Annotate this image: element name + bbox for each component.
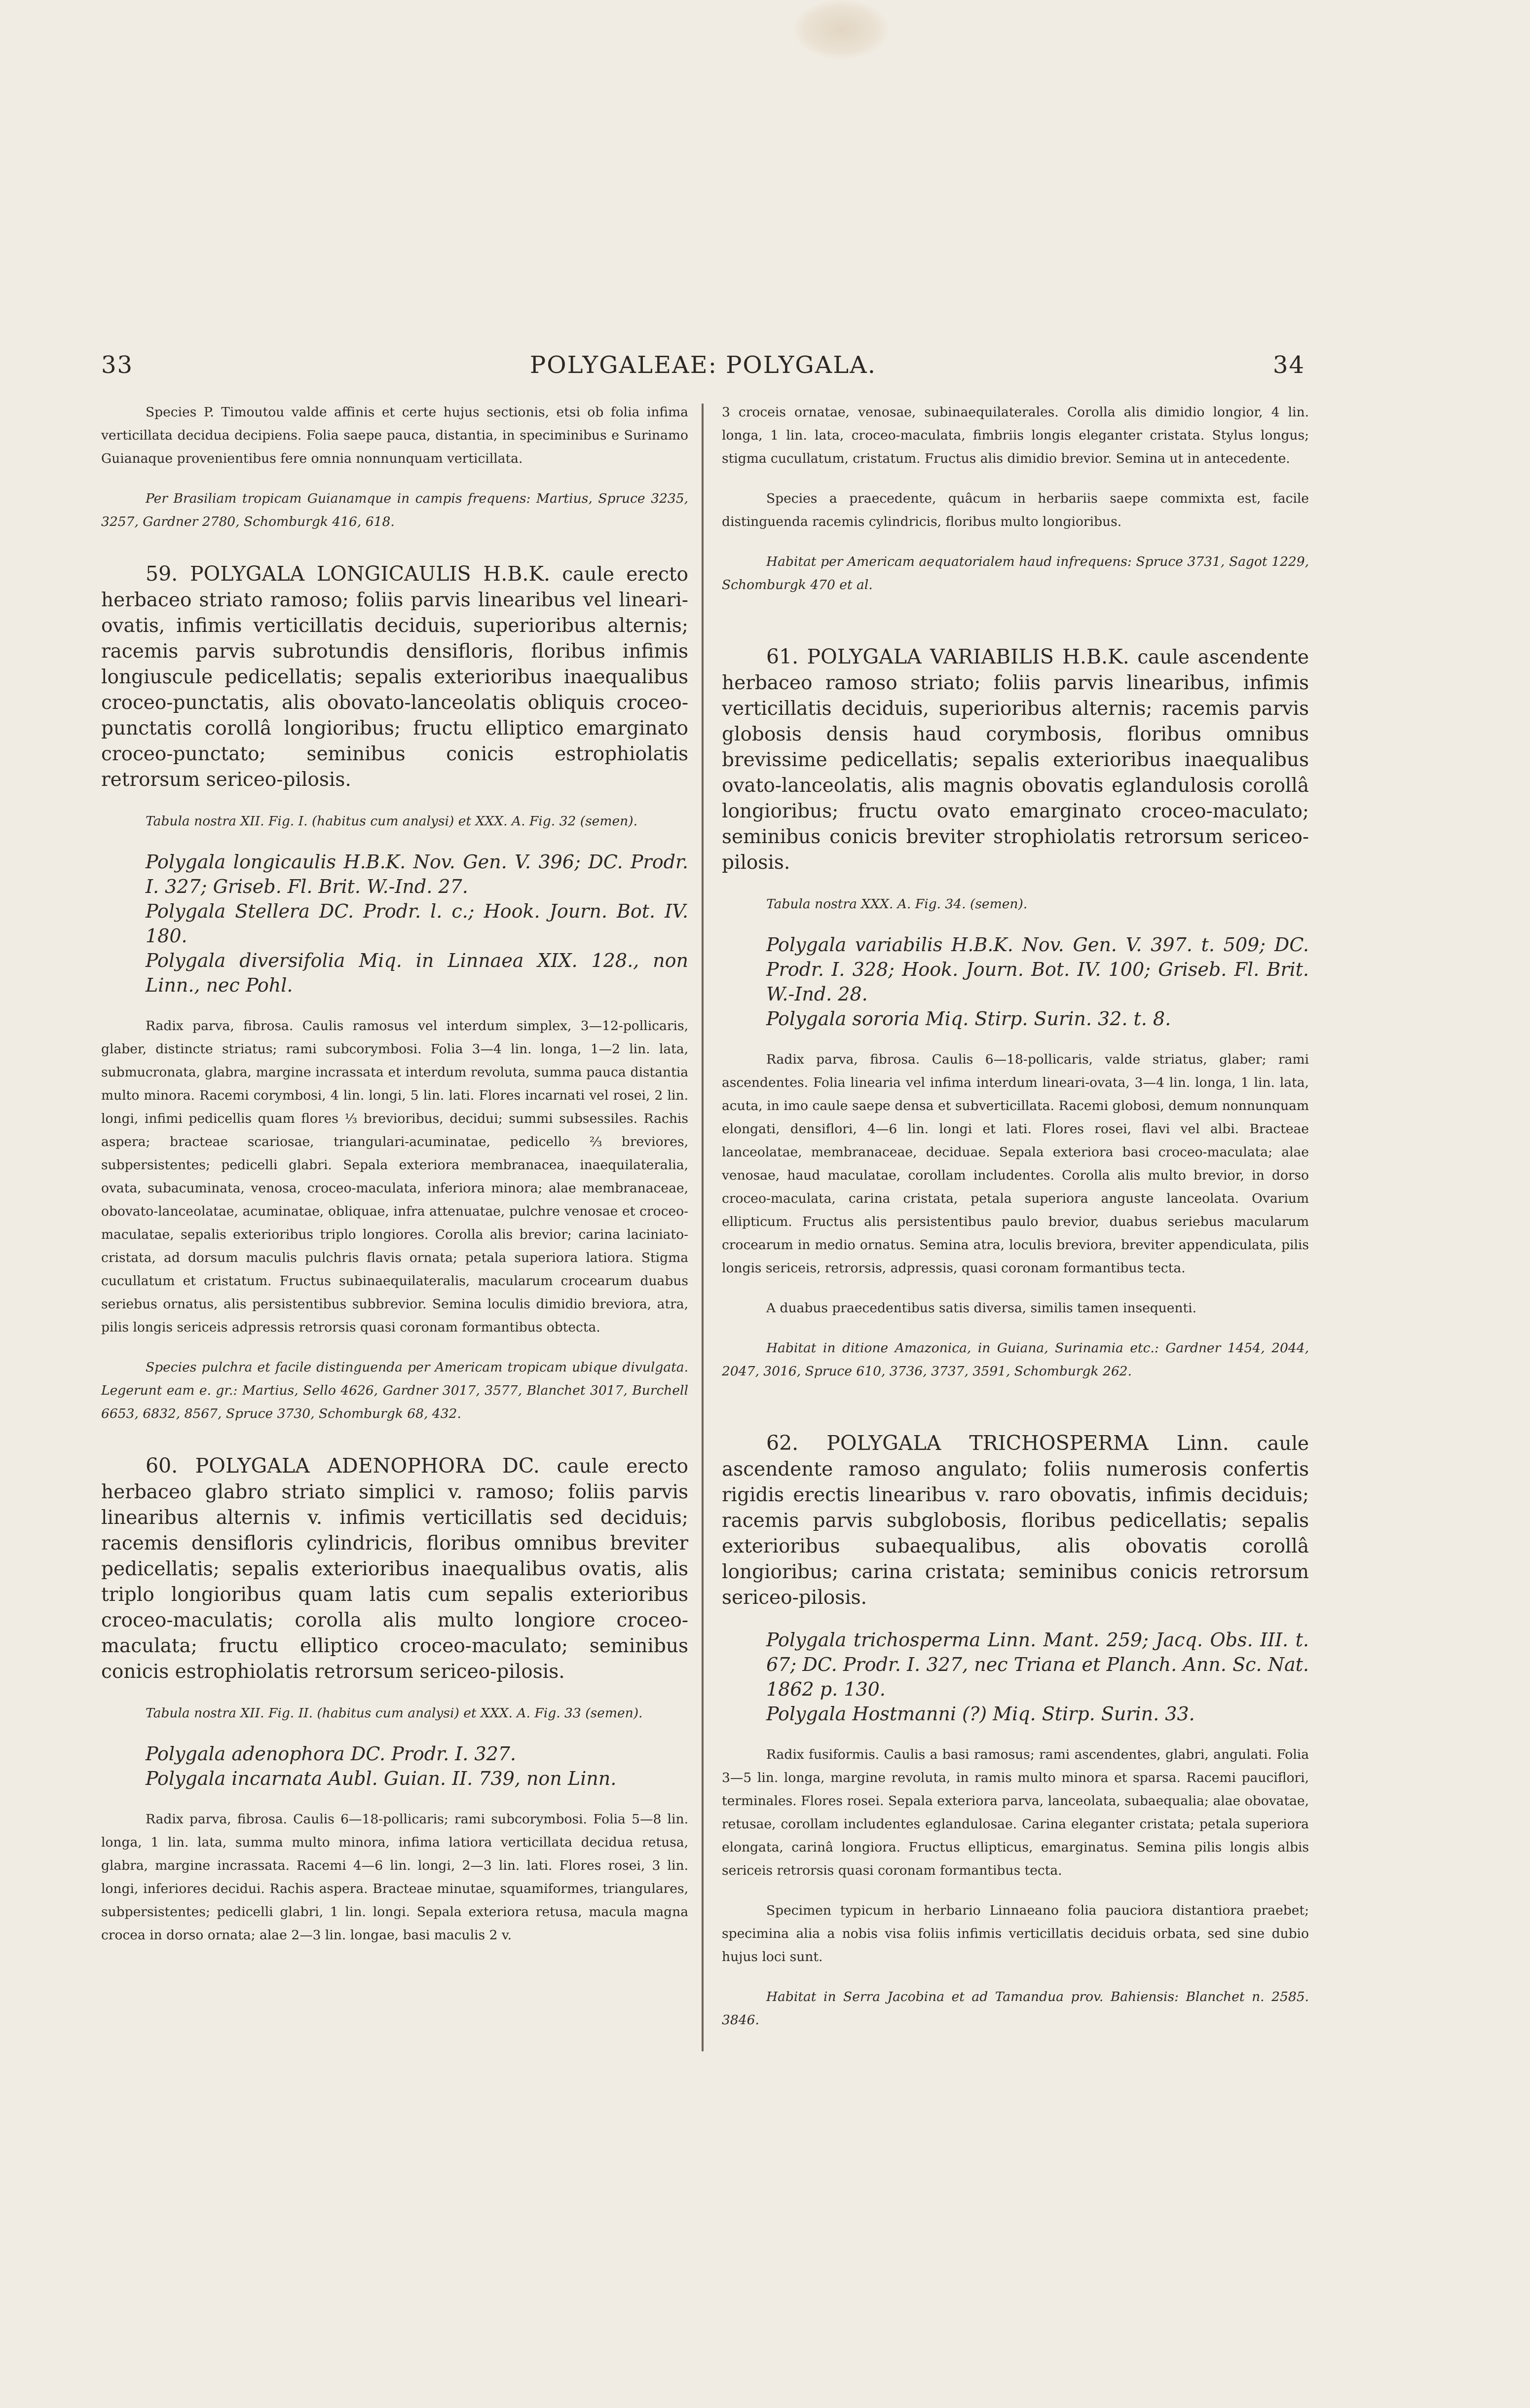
species-61-description: caule ascendente herbaceo ramoso striato; foliis parvis linearibus, infimis verticillatis deciduis, superioribus alternis; racemis parvis globosis densis haud corymbosis, floribus omnibus brevissime pedicellatis; sepalis exterioribus inaequalibus ovato-lanceolatis, alis magnis obovatis eglandulosis corollâ longioribus; fructu ovato emarginato croceo-maculato; seminibus conicis breviter strophiolatis retrorsum sericeo-pilosis. bbox=[722, 646, 1309, 874]
species-59-synonym: Polygala diversifolia Miq. in Linnaea XIX. 128., non Linn., nec Pohl. bbox=[146, 950, 688, 996]
species-60-entry bbox=[101, 1452, 688, 1685]
species-61-synonym: Polygala variabilis H.B.K. Nov. Gen. V. 397. t. 509; DC. Prodr. I. 328; Hook. Journ. Bot. IV. 100; Griseb. Fl. Brit. W.-Ind. 28. bbox=[766, 934, 1309, 1005]
species-61-title: 61. POLYGALA VARIABILIS H.B.K. bbox=[766, 645, 1129, 668]
species-62-description: caule ascendente ramoso angulato; foliis numerosis confertis rigidis erectis linearibus v. raro obovatis, infimis deciduis; racemis parvis subglobosis, floribus pedicellatis; sepalis exterioribus subaequalibus, alis obovatis corollâ longioribus; carina cristata; seminibus conicis retrorsum sericeo-pilosis. bbox=[722, 1433, 1309, 1609]
page-number-left: 33 bbox=[101, 351, 134, 379]
species-61-entry bbox=[722, 643, 1309, 876]
species-59-tabula: Tabula nostra XII. Fig. I. (habitus cum analysi) et XXX. A. Fig. 32 (semen). bbox=[146, 814, 637, 829]
species-59-synonym: Polygala longicaulis H.B.K. Nov. Gen. V. 396; DC. Prodr. I. 327; Griseb. Fl. Brit. W.-Ind. 27. bbox=[146, 851, 688, 897]
species-59-note: Species pulchra et facile distinguenda per Americam tropicam ubique divulgata. Legerunt eam e. gr.: Martius, Sello 4626, Gardner 3017, 3577, Blanchet 3017, Burchell 6653, 6832, 8567, Spruce 3730, Schomburgk 68, 432. bbox=[101, 1360, 688, 1421]
species-62-note: Specimen typicum in herbario Linnaeano folia pauciora distantiora praebet; specimina alia a nobis visa foliis infimis verticillatis deciduis orbata, sed sine dubio hujus loci sunt. bbox=[722, 1903, 1309, 1964]
species-60-synonym: Polygala adenophora DC. Prodr. I. 327. bbox=[146, 1743, 517, 1765]
left-column bbox=[101, 401, 688, 1947]
species-62-habitat: Habitat in Serra Jacobina et ad Tamandua prov. Bahiensis: Blanchet n. 2585. 3846. bbox=[722, 1989, 1309, 2028]
species-61-tabula: Tabula nostra XXX. A. Fig. 34. (semen). bbox=[766, 896, 1028, 912]
species-59-description: caule erecto herbaceo striato ramoso; foliis parvis linearibus vel lineari-ovatis, infimis verticillatis deciduis, superioribus alternis; racemis parvis subrotundis densifloris, floribus infimis longiuscule pedicellatis; sepalis exterioribus inaequalibus croceo-punctatis, alis obovato-lanceolatis obliquis croceo-punctatis corollâ longioribus; fructu elliptico emarginato croceo-punctato; seminibus conicis estrophiolatis retrorsum sericeo-pilosis. bbox=[101, 563, 688, 791]
page-number-right: 34 bbox=[1272, 351, 1305, 379]
species-62-detail: Radix fusiformis. Caulis a basi ramosus; rami ascendentes, glabri, angulati. Folia 3—5 lin. longa, margine revoluta, in ramis multo minora et sparsa. Racemi pauciflori, terminales. Flores rosei. Sepala exteriora parva, lanceolata, subaequalia; alae obovatae, retusae, corollam includentes eglandulosae. Carina eleganter cristata; petala superiora elongata, carinâ longiora. Fructus ellipticus, emarginatus. Semina pilis longis albis sericeis retrorsis quasi coronam formantibus tecta. bbox=[722, 1747, 1309, 1878]
species-62-entry bbox=[722, 1430, 1309, 1611]
species-61-synonym: Polygala sororia Miq. Stirp. Surin. 32. t. 8. bbox=[766, 1008, 1171, 1030]
species-62-synonym: Polygala trichosperma Linn. Mant. 259; Jacq. Obs. III. t. 67; DC. Prodr. I. 327, nec Triana et Planch. Ann. Sc. Nat. 1862 p. 130. bbox=[766, 1629, 1309, 1700]
habitat-note: Habitat per Americam aequatorialem haud infrequens: Spruce 3731, Sagot 1229, Schomburgk 470 et al. bbox=[722, 554, 1309, 593]
species-59-entry bbox=[101, 560, 688, 793]
right-column bbox=[722, 401, 1309, 2032]
species-61-habitat: Habitat in ditione Amazonica, in Guiana, Surinamia etc.: Gardner 1454, 2044, 2047, 3016, Spruce 610, 3736, 3737, 3591, Schomburgk 262. bbox=[722, 1340, 1309, 1379]
species-60-description: caule erecto herbaceo glabro striato simplici v. ramoso; foliis parvis linearibus alternis v. infimis verticillatis sed deciduis; racemis densifloris cylindricis, floribus omnibus breviter pedicellatis; sepalis exterioribus inaequalibus ovatis, alis triplo longioribus quam latis cum sepalis exterioribus croceo-maculatis; corolla alis multo longiore croceo-maculata; fructu elliptico croceo-maculato; seminibus conicis estrophiolatis retrorsum sericeo-pilosis. bbox=[101, 1455, 688, 1683]
species-60-title: 60. POLYGALA ADENOPHORA DC. bbox=[146, 1454, 540, 1478]
species-60-tabula: Tabula nostra XII. Fig. II. (habitus cum analysi) et XXX. A. Fig. 33 (semen). bbox=[146, 1705, 643, 1721]
species-60-synonym: Polygala incarnata Aubl. Guian. II. 739, non Linn. bbox=[146, 1768, 617, 1789]
habitat-note: Per Brasiliam tropicam Guianamque in campis frequens: Martius, Spruce 3235, 3257, Gardner 2780, Schomburgk 416, 618. bbox=[101, 491, 688, 529]
species-60-detail: Radix parva, fibrosa. Caulis 6—18-pollicaris; rami subcorymbosi. Folia 5—8 lin. longa, 1 lin. lata, summa multo minora, infima latiora verticillata decidua retusa, glabra, margine incrassata. Racemi 4—6 lin. longi, 2—3 lin. lati. Flores rosei, 3 lin. longi, inferiores decidui. Rachis aspera. Bracteae minutae, squamiformes, triangulares, subpersistentes; pedicelli glabri, 1 lin. longi. Sepala exteriora retusa, macula magna crocea in dorso ornata; alae 2—3 lin. longae, basi maculis 2 v. bbox=[101, 1812, 688, 1943]
species-59-title: 59. POLYGALA LONGICAULIS H.B.K. bbox=[146, 562, 551, 586]
species-62-synonym: Polygala Hostmanni (?) Miq. Stirp. Surin. 33. bbox=[766, 1703, 1195, 1725]
paper-stain bbox=[794, 0, 888, 59]
paragraph: 3 croceis ornatae, venosae, subinaequilaterales. Corolla alis dimidio longior, 4 lin. longa, 1 lin. lata, croceo-maculata, fimbriis longis eleganter cristata. Stylus longus; stigma cucullatum, cristatum. Fructus alis dimidio brevior. Semina ut in antecedente. bbox=[722, 405, 1309, 466]
species-59-synonym: Polygala Stellera DC. Prodr. l. c.; Hook. Journ. Bot. IV. 180. bbox=[146, 900, 688, 947]
species-59-detail: Radix parva, fibrosa. Caulis ramosus vel interdum simplex, 3—12-pollicaris, glaber, distincte striatus; rami subcorymbosi. Folia 3—4 lin. longa, 1—2 lin. lata, submucronata, glabra, margine incrassata et interdum revoluta, summa pauca distantia multo minora. Racemi corymbosi, 4 lin. longi, 5 lin. lati. Flores incarnati vel rosei, 2 lin. longi, infimi pedicellis quam flores ⅓ brevioribus, decidui; summi subsessiles. Rachis aspera; bracteae scariosae, triangulari-acuminatae, pedicello ⅔ breviores, subpersistentes; pedicelli glabri. Sepala exteriora membranacea, inaequilateralia, ovata, subacuminata, venosa, croceo-maculata, inferiora minora; alae membranaceae, obovato-lanceolatae, acuminatae, obliquae, infra attenuatae, pulchre venosae et croceo-maculatae, sepalis exterioribus triplo longiores. Corolla alis brevior; carina laciniato-cristata, ad dorsum maculis pulchris flavis ornata; petala superiora latiora. Stigma cucullatum et cristatum. Fructus subinaequilateralis, macularum crocearum duabus seriebus ornatus, alis persistentibus subbrevior. Semina loculis dimidio breviora, atra, pilis longis sericeis adpressis retrorsis quasi coronam formantibus obtecta. bbox=[101, 1018, 688, 1335]
paragraph: Species P. Timoutou valde affinis et certe hujus sectionis, etsi ob folia infima verticillata decidua decipiens. Folia saepe pauca, distantia, in speciminibus e Surinamo Guianaque provenientibus fere omnia nonnunquam verticillata. bbox=[101, 405, 688, 466]
species-61-detail: Radix parva, fibrosa. Caulis 6—18-pollicaris, valde striatus, glaber; rami ascendentes. Folia linearia vel infima interdum lineari-ovata, 3—4 lin. longa, 1 lin. lata, acuta, in imo caule saepe densa et subverticillata. Racemi globosi, demum nonnunquam elongati, densiflori, 4—6 lin. longi et lati. Flores rosei, flavi vel albi. Bracteae lanceolatae, membranaceae, deciduae. Sepala exteriora basi croceo-maculata; alae venosae, haud maculatae, corollam includentes. Corolla alis multo brevior, in dorso croceo-maculata, carina cristata, petala superiora anguste lanceolata. Ovarium ellipticum. Fructus alis persistentibus paulo brevior, duabus seriebus macularum crocearum in medio ornatus. Semina atra, loculis breviora, breviter appendiculata, pilis longis sericeis, retrorsis, adpressis, quasi coronam formantibus tecta. bbox=[722, 1052, 1309, 1276]
column-divider bbox=[702, 404, 704, 2051]
running-title: POLYGALEAE: POLYGALA. bbox=[529, 351, 877, 379]
paragraph: Species a praecedente, quâcum in herbariis saepe commixta est, facile distinguenda racemis cylindricis, floribus multo longioribus. bbox=[722, 491, 1309, 529]
species-62-title: 62. POLYGALA TRICHOSPERMA Linn. bbox=[766, 1431, 1229, 1455]
running-header bbox=[101, 351, 1305, 386]
species-61-note: A duabus praecedentibus satis diversa, similis tamen insequenti. bbox=[766, 1300, 1197, 1316]
